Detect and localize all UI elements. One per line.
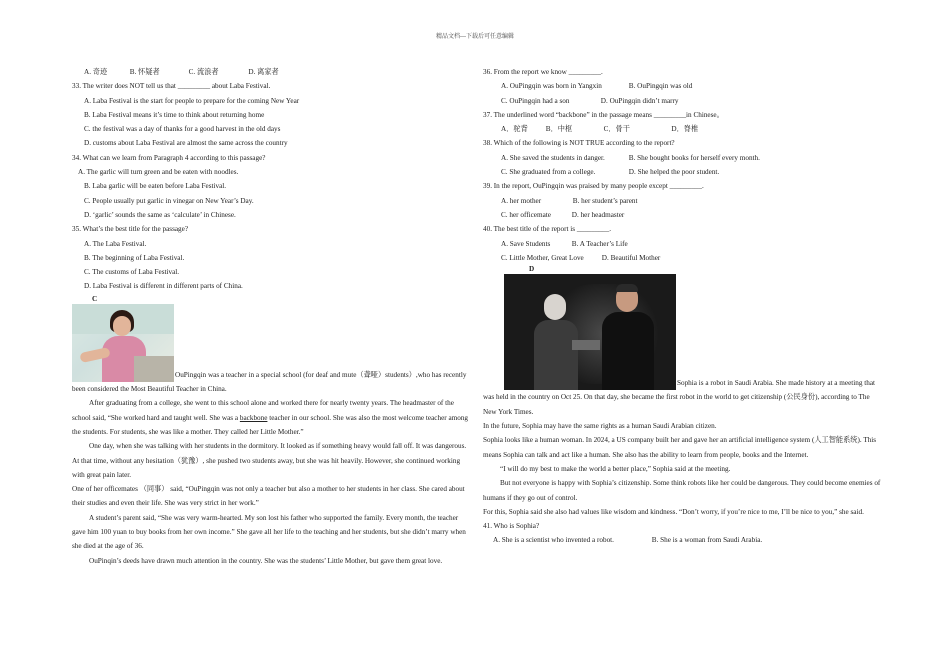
q32-option-a[interactable]: A. 奇迹 [84,68,108,76]
q41-option-a[interactable]: A. She is a scientist who invented a robot. [493,536,614,545]
section-d-intro-block [483,274,883,419]
q41-option-b[interactable]: B. She is a woman from Saudi Arabia. [651,536,763,545]
section-d-letter: D [529,265,535,274]
section-c-p1-after: teacher in our school. She was also the most welcome teacher among the students. For students, she was like a mother. They called her Little Mother.” [72,413,469,436]
q36-options-2 [483,94,883,108]
q38-options-2 [483,165,883,179]
section-d-p1: In the future, Sophia may have the same rights as a human Saudi Arabian citizen. [483,422,717,431]
q41-options [483,533,883,547]
section-c-intro-block [72,304,468,397]
q37-option-a[interactable]: A．驼背 [501,125,528,134]
q38-options-1 [483,151,883,165]
q37-option-d[interactable]: D．脊椎 [671,125,699,134]
q33-option-a[interactable]: A. Laba Festival is the start for people to prepare for the coming New Year [84,96,300,105]
q35-option-d[interactable]: D. Laba Festival is different in different parts of China. [84,282,243,291]
section-c-letter: C [92,294,98,303]
q35-option-a[interactable]: A. The Laba Festival. [84,239,147,248]
section-c-intro: OuPingqin was a teacher in a special school (for deaf and mute（聋哑）students）,who has recently been considered the Most Beautiful Teacher in China. [72,370,467,394]
q38-stem: 38. Which of the following is NOT TRUE according to the report? [483,139,675,148]
section-d-p5: For this, Sophia said she also had values like wisdom and kindness. “Don’t worry, if you’re nice to me, I’ll be nice to you,” she said. [483,507,864,516]
q38-option-c[interactable]: C. She graduated from a college. [501,168,596,177]
q39-options-2 [483,208,883,222]
q36-stem: 36. From the report we know _________. [483,68,603,76]
q41-stem: 41. Who is Sophia? [483,522,540,531]
section-c-p3: One of her officemates （同事） said, “OuPingqin was not only a teacher but also a mother to her students in her class. She cared about their studies and even their life. She was very strict in her work.” [72,485,465,508]
q33-stem: 33. The writer does NOT tell us that _________ about Laba Festival. [72,82,271,91]
left-column [72,65,468,568]
q35-stem: 35. What’s the best title for the passage? [72,225,189,234]
robot-photo [504,274,676,390]
section-c-p5: OuPinqin’s deeds have drawn much attention in the country. She was the students’ Little Mother, but gave them great love. [89,556,443,565]
q40-option-c[interactable]: C. Little Mother, Great Love [501,253,584,262]
q39-option-a[interactable]: A. her mother [501,196,542,205]
section-c-p4: A student’s parent said, “She was very warm-hearted. My son lost his father who supported the family. Every month, the teacher gave him 100 yuan to buy books from her own income.” She gave all her life to the teaching and her students, but she didn’t marry when she died at the age of 36. [72,513,466,551]
section-d-intro: Sophia is a robot in Saudi Arabia. She made history at a meeting that was held in the country on Oct 25. On that day, she became the first robot in the world to get citizenship (公民身份), according to The New York Times. [483,379,876,416]
q32-option-d[interactable]: D. 离家者 [248,68,279,76]
q36-option-c[interactable]: C. OuPingqin had a son [501,96,570,105]
q39-options-1 [483,194,883,208]
q34-option-d[interactable]: D. ‘garlic’ sounds the same as ‘calculate’ in Chinese. [84,210,236,219]
q37-options [483,122,883,136]
q38-option-a[interactable]: A. She saved the students in danger. [501,153,605,162]
q32-options [72,65,468,79]
q40-options-2 [483,251,883,265]
q33-option-c[interactable]: C. the festival was a day of thanks for a good harvest in the old days [84,125,281,134]
q32-option-c[interactable]: C. 流浪者 [188,68,219,76]
teacher-photo [72,304,174,382]
section-d-p2: Sophia looks like a human woman. In 2024, a US company built her and gave her an artificial intelligence system (人工智能系统). This means Sophia can talk and act like a human. She also has the ability to learn from people, books and the Internet. [483,436,877,459]
backbone-word: backbone [239,413,268,422]
section-c-p1-before: After graduating from a college, she went to this school alone and worked there for nearly twenty years. The headmaster of the school said, “She worked hard and taught well. She was a [72,399,454,422]
q38-option-b[interactable]: B. She bought books for herself every month. [628,153,760,162]
q37-option-c[interactable]: C．骨干 [603,125,630,134]
q40-option-b[interactable]: B. A Teacher’s Life [571,239,628,248]
section-c-p2: One day, when she was talking with her students in the dormitory. It looked as if something heavy would fall off. It was dangerous. At that time, without any hesitation（犹豫）, she pushed two students away, but she was hit heavily. However, she continued working with great pain later. [72,442,467,479]
q39-option-b[interactable]: B. her student’s parent [572,196,638,205]
section-d-p3: “I will do my best to make the world a better place,” Sophia said at the meeting. [500,464,731,473]
q34-option-b[interactable]: B. Laba garlic will be eaten before Laba Festival. [84,182,227,191]
q33-option-d[interactable]: D. customs about Laba Festival are almost the same across the country [84,139,288,148]
q38-option-d[interactable]: D. She helped the poor student. [628,168,720,177]
q39-option-c[interactable]: C. her officemate [501,210,551,219]
q33-option-b[interactable]: B. Laba Festival means it’s time to think about returning home [84,110,265,119]
q34-stem: 34. What can we learn from Paragraph 4 according to this passage? [72,153,266,162]
q36-option-d[interactable]: D. OuPingqin didn’t marry [600,96,679,105]
q36-options-1 [483,79,883,93]
q32-option-b[interactable]: B. 怀疑者 [129,68,160,76]
q39-option-d[interactable]: D. her headmaster [571,210,625,219]
q40-option-d[interactable]: D. Beautiful Mother [601,253,661,262]
q37-stem: 37. The underlined word “backbone” in the passage means _________in Chinese。 [483,110,724,119]
section-c-p1 [72,396,468,439]
q34-option-a[interactable]: A. The garlic will turn green and be eaten with noodles. [78,168,239,177]
q35-option-b[interactable]: B. The beginning of Laba Festival. [84,253,185,262]
q39-stem: 39. In the report, OuPingqin was praised by many people except _________. [483,182,704,191]
page-header: 精品文档---下载后可任意编辑 [436,34,514,40]
right-column [483,65,883,548]
section-d-p4: But not everyone is happy with Sophia’s citizenship. Some think robots like her could be dangerous. They could become enemies of humans if they go out of control. [483,479,881,502]
q34-option-c[interactable]: C. People usually put garlic in vinegar on New Year’s Day. [84,196,254,205]
q35-option-c[interactable]: C. The customs of Laba Festival. [84,268,180,277]
q40-option-a[interactable]: A. Save Students [501,239,551,248]
q37-option-b[interactable]: B．中枢 [545,125,573,134]
q36-option-a[interactable]: A. OuPingqin was born in Yangxin [501,82,602,91]
q40-options-1 [483,237,883,251]
q36-option-b[interactable]: B. OuPingqin was old [628,82,693,91]
q40-stem: 40. The best title of the report is _________. [483,225,612,234]
